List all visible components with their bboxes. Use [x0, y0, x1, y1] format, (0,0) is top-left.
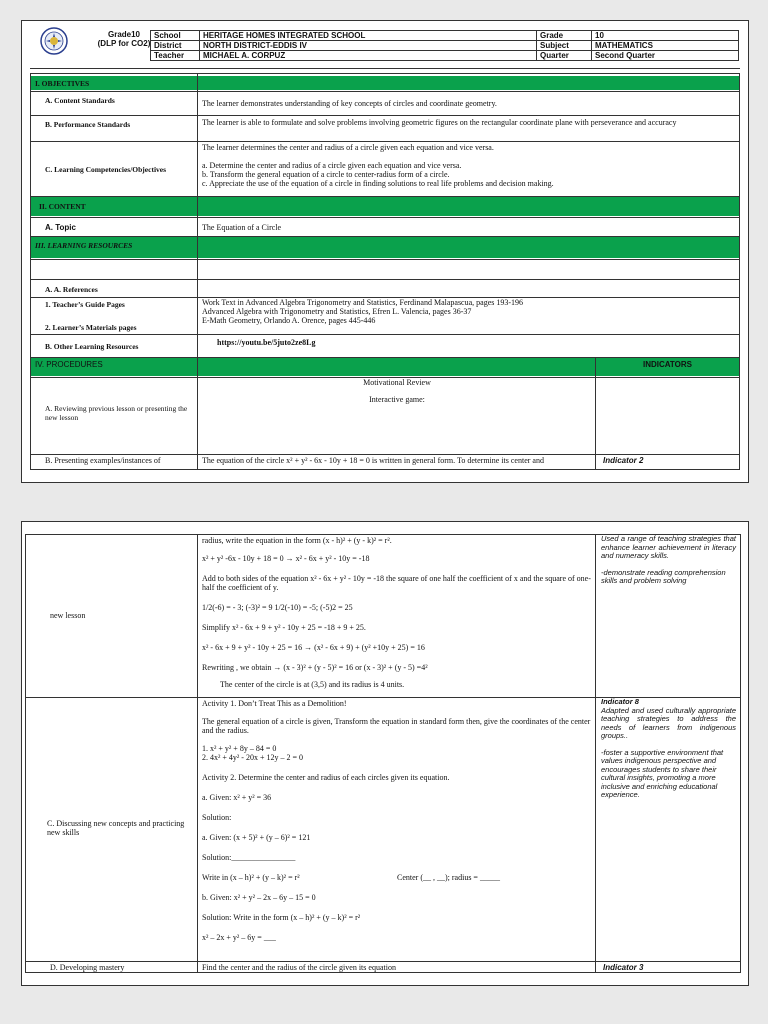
competency-item: c. Appreciate the use of the equation of a circle in finding solutions to real life problems and decision making.	[202, 179, 554, 188]
indicator-8-description	[601, 698, 736, 800]
activity-line: Center (__ , __); radius = _____	[397, 873, 500, 882]
procedures-heading: IV. PROCEDURES	[35, 359, 103, 369]
school-value: HERITAGE HOMES INTEGRATED SCHOOL	[200, 31, 537, 41]
activity-line: b. Given: x² + y² – 2x – 6y – 15 = 0	[202, 893, 316, 902]
competency-item: b. Transform the general equation of a circle to center-radius form of a circle.	[202, 170, 450, 179]
activity-line: Solution:________________	[202, 853, 296, 862]
column-divider	[197, 534, 198, 973]
document-page-2	[21, 521, 749, 986]
presenting-example-content	[202, 536, 592, 689]
subject-value: MATHEMATICS	[592, 41, 739, 51]
content-standards-label: A. Content Standards	[45, 95, 115, 105]
content-heading: II. CONTENT	[39, 202, 86, 211]
quarter-label: Quarter	[537, 51, 592, 61]
column-divider	[197, 73, 198, 470]
header-row	[151, 41, 739, 51]
resources-heading: III. LEARNING RESOURCES	[35, 240, 133, 250]
learners-material-item: E-Math Geometry, Orlando A. Orence, pages 445-446	[202, 316, 376, 325]
learners-materials-label: 2. Learner’s Materials pages	[45, 322, 137, 332]
example-line: The center of the circle is at (3,5) and its radius is 4 units.	[220, 680, 405, 689]
learners-materials-list	[202, 298, 732, 325]
document-page-1	[21, 20, 749, 483]
other-resources-label: B. Other Learning Resources	[45, 341, 139, 351]
teacher-label: Teacher	[151, 51, 200, 61]
header-row	[151, 51, 739, 61]
teachers-guide-label: 1. Teacher’s Guide Pages	[45, 300, 125, 309]
activity-line: a. Given: x² + y² = 36	[202, 793, 272, 802]
teacher-value: MICHAEL A. CORPUZ	[200, 51, 537, 61]
competency-item: a. Determine the center and radius of a circle given each equation and vice versa.	[202, 161, 462, 170]
example-line: radius, write the equation in the form (x - h)² + (y - k)² = r².	[202, 536, 392, 545]
indicator-8: Indicator 8	[601, 697, 639, 706]
school-label: School	[151, 31, 200, 41]
column-divider	[595, 534, 596, 973]
new-lesson-label: new lesson	[50, 610, 86, 620]
grade-field-value: 10	[592, 31, 739, 41]
references-label: A. A. References	[45, 284, 98, 294]
topic-label: A. Topic	[45, 222, 76, 232]
discussing-label: C. Discussing new concepts and practicing new skills	[47, 819, 185, 837]
header-table	[150, 30, 739, 61]
row-divider	[30, 279, 740, 280]
activity-line: The general equation of a circle is given, Transform the equation in standard form then, give the coordinates of the center and the radius.	[202, 717, 591, 735]
example-line: Simplify x² - 6x + 9 + y² - 10y + 25 = -18 + 9 + 25.	[202, 623, 366, 632]
performance-standards-text: The learner is able to formulate and solve problems involving geometric figures on the rectangular coordinate plane with perseverance and accuracy	[202, 118, 677, 127]
activity-line: Solution: Write in the form (x – h)² + (y – k)² = r²	[202, 913, 361, 922]
learners-material-item: Work Text in Advanced Algebra Trigonometry and Statistics, Ferdinand Malapascua, pages 193-196	[202, 298, 524, 307]
indicator-text: Adapted and used culturally appropriate teaching strategies to address the needs of learners from indigenous groups..	[601, 705, 736, 740]
activity-line: Solution:	[202, 813, 232, 822]
district-value: NORTH DISTRICT-EDDIS IV	[200, 41, 537, 51]
activity-line: x² – 2x + y² – 6y = ___	[202, 933, 276, 942]
subject-label: Subject	[537, 41, 592, 51]
learners-material-item: Advanced Algebra with Trigonometry and Statistics, Efren L. Valencia, pages 36-37	[202, 307, 472, 316]
example-line: Add to both sides of the equation x² - 6x + y² - 10y = -18 the square of one half the coefficient of x and the square of one-half the coefficient of y.	[202, 574, 591, 592]
indicator-2: Indicator 2	[603, 455, 644, 465]
header-row	[151, 31, 739, 41]
objectives-heading: I. OBJECTIVES	[35, 78, 90, 88]
other-resources-link[interactable]: https://youtu.be/5juto2ze8Lg	[217, 337, 316, 347]
grade-field-label: Grade	[537, 31, 592, 41]
content-standards-text: The learner demonstrates understanding of key concepts of circles and coordinate geometry.	[202, 98, 497, 108]
competencies-label: C. Learning Competencies/Objectives	[45, 164, 167, 174]
activity-line: Activity 2. Determine the center and radius of each circles given its equation.	[202, 773, 450, 782]
quarter-value: Second Quarter	[592, 51, 739, 61]
grade-label: Grade10	[107, 30, 141, 39]
performance-standards-label: B. Performance Standards	[45, 119, 131, 129]
developing-mastery-label: D. Developing mastery	[50, 963, 125, 972]
activity-line: Write in (x – h)² + (y – k)² = r²	[202, 873, 300, 882]
review-label: A. Reviewing previous lesson or presenting the new lesson	[45, 404, 188, 422]
indicator-text: -foster a supportive environment that values indigenous perspective and encourages students to share their cultural insights, promoting a more inclusive and enriching educational experience.	[601, 747, 724, 799]
discussing-content	[202, 699, 592, 942]
review-title: Motivational Review	[363, 378, 431, 387]
row-divider	[30, 68, 740, 69]
indicator-text: Used a range of teaching strategies that enhance learner achievement in literacy and numeracy skills.	[601, 534, 736, 560]
presenting-label: B. Presenting examples/instances of	[45, 455, 161, 465]
activity-line: a. Given: (x + 5)² + (y – 6)² = 121	[202, 833, 311, 842]
row-divider	[30, 236, 740, 237]
developing-mastery-text: Find the center and the radius of the circle given its equation	[202, 963, 396, 972]
activity-line: 2. 4x² + 4y² - 20x + 12y – 2 = 0	[202, 753, 303, 762]
example-line: x² - 6x + 9 + y² - 10y + 25 = 16 → (x² - 6x + 9) + (y² +10y + 25) = 16	[202, 643, 425, 652]
column-divider	[595, 357, 596, 470]
row-divider	[30, 259, 740, 260]
example-line: 1/2(-6) = - 3; (-3)² = 9 1/2(-10) = -5; (-5)2 = 25	[202, 603, 353, 612]
example-line: Rewriting , we obtain → (x - 3)² + (y - 5)² = 16 or (x - 3)² + (y - 5) =4²	[202, 663, 428, 672]
indicator-text: -demonstrate reading comprehension skills and problem solving	[601, 567, 726, 585]
deped-seal-logo	[40, 27, 68, 55]
example-line: x² + y² -6x - 10y + 18 = 0 → x² - 6x + y² - 10y = -18	[202, 554, 370, 563]
dlp-label: (DLP for CO2)	[97, 39, 151, 48]
indicator-3: Indicator 3	[603, 963, 644, 972]
review-content	[199, 378, 595, 404]
district-label: District	[151, 41, 200, 51]
competencies-block	[202, 143, 732, 188]
activity-line: 1. x² + y² + 8y – 84 = 0	[202, 744, 277, 753]
indicator-2-description	[601, 535, 736, 586]
activity-line-row	[202, 873, 592, 882]
review-subtitle: Interactive game:	[369, 395, 425, 404]
competencies-intro: The learner determines the center and radius of a circle given each equation and vice versa.	[202, 143, 494, 152]
activity-line: Activity 1. Don’t Treat This as a Demolition!	[202, 699, 347, 708]
indicators-heading: INDICATORS	[642, 359, 693, 369]
presenting-text: The equation of the circle x² + y² - 6x - 10y + 18 = 0 is written in general form. To determine its center and	[202, 455, 544, 465]
topic-text: The Equation of a Circle	[202, 222, 282, 232]
